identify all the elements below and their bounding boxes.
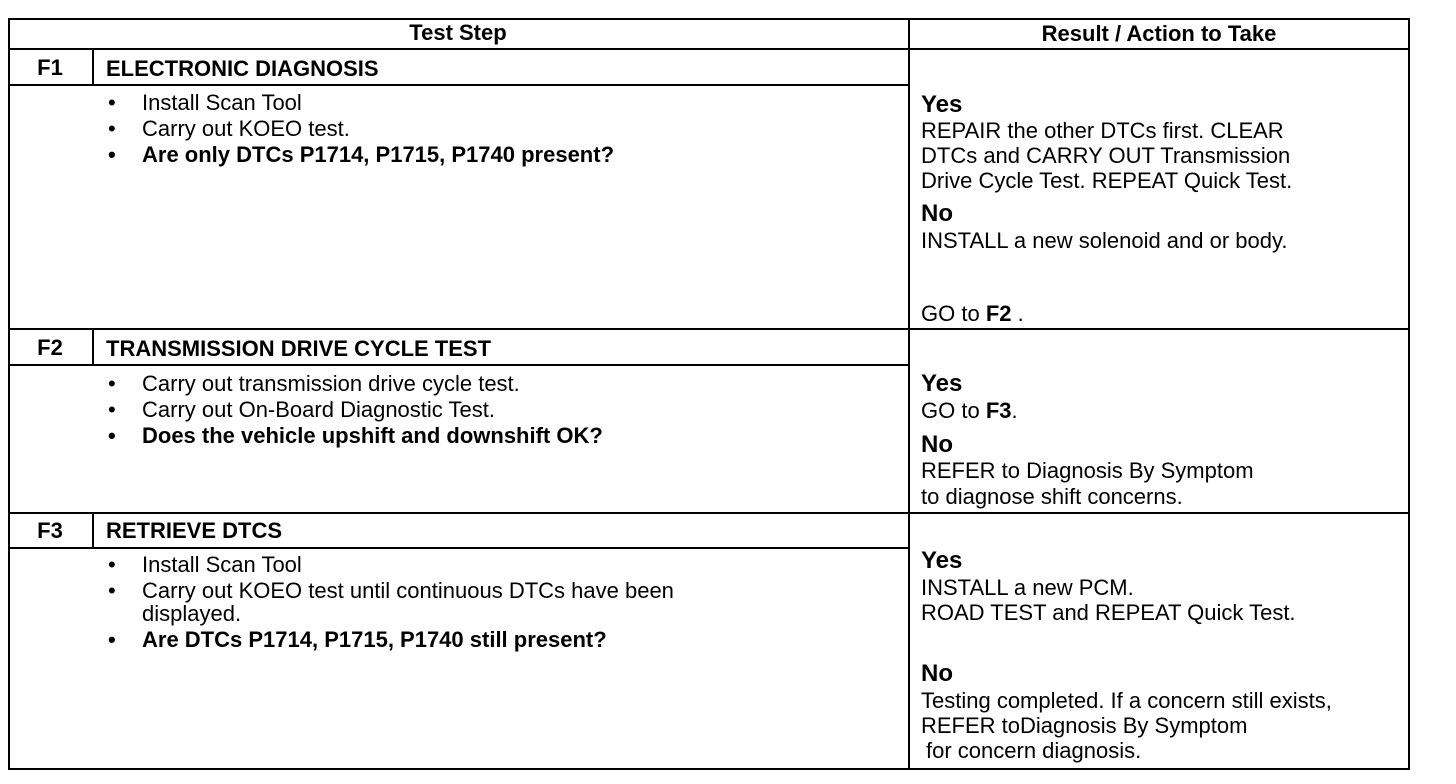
bullet-icon: • — [108, 371, 116, 396]
table-border-right — [1408, 18, 1410, 770]
goto-target: F3 — [985, 398, 1012, 423]
code-divider-f3 — [92, 512, 94, 549]
step-f2-question: Does the vehicle upshift and downshift OK? — [142, 423, 603, 448]
step-title-f3: RETRIEVE DTCS — [106, 518, 283, 543]
bullet-icon: • — [108, 627, 116, 652]
step-f1-item-1: Install Scan Tool — [142, 90, 302, 115]
step-f2-item-1: Carry out transmission drive cycle test. — [142, 371, 520, 396]
code-divider-f1 — [92, 48, 94, 86]
header-divider — [8, 48, 1410, 50]
step-f1-item-2: Carry out KOEO test. — [142, 116, 350, 141]
result-f3-yes-label: Yes — [921, 547, 963, 574]
result-f3-no-line-2: REFER toDiagnosis By Symptom — [921, 713, 1248, 738]
code-divider-f2 — [92, 328, 94, 366]
table-border-left — [8, 18, 10, 770]
bullet-icon: • — [108, 423, 116, 448]
step-f3-question: Are DTCs P1714, P1715, P1740 still present? — [142, 627, 607, 652]
goto-suffix: . — [1011, 398, 1018, 423]
step-f3-item-2-cont: displayed. — [142, 601, 242, 626]
goto-target: F2 — [985, 301, 1012, 326]
title-underline-f3 — [8, 547, 908, 549]
step-code-f2: F2 — [37, 335, 63, 360]
result-f1-no-label: No — [921, 200, 953, 227]
step-f1-question: Are only DTCs P1714, P1715, P1740 present? — [142, 142, 615, 167]
row-divider-f1-f2 — [8, 328, 1410, 330]
step-f3-item-2: Carry out KOEO test until continuous DTCs have been — [142, 578, 674, 603]
result-f2-yes-goto — [921, 398, 1018, 424]
result-f1-yes-line-3: Drive Cycle Test. REPEAT Quick Test. — [921, 168, 1293, 193]
bullet-icon: • — [108, 116, 116, 141]
title-underline-f1 — [8, 84, 908, 86]
header-test-step: Test Step — [409, 20, 507, 45]
result-f2-yes-label: Yes — [921, 370, 963, 397]
bullet-icon: • — [108, 142, 116, 167]
result-f3-yes-line-2: ROAD TEST and REPEAT Quick Test. — [921, 600, 1296, 625]
result-f1-goto — [921, 301, 1024, 327]
step-title-f1: ELECTRONIC DIAGNOSIS — [106, 56, 379, 81]
step-f2-item-2: Carry out On-Board Diagnostic Test. — [142, 397, 495, 422]
result-f1-yes-line-2: DTCs and CARRY OUT Transmission — [921, 143, 1291, 168]
row-divider-f2-f3 — [8, 512, 1410, 514]
result-f3-yes-line-1: INSTALL a new PCM. — [921, 575, 1134, 600]
step-title-f2: TRANSMISSION DRIVE CYCLE TEST — [106, 336, 492, 361]
goto-prefix: GO to — [921, 398, 980, 423]
goto-prefix: GO to — [921, 301, 980, 326]
result-f3-no-line-3: for concern diagnosis. — [926, 738, 1142, 763]
header-result-action: Result / Action to Take — [1041, 21, 1277, 46]
result-f1-yes-label: Yes — [921, 91, 963, 118]
step-code-f3: F3 — [37, 518, 63, 543]
diagnostic-table — [8, 18, 1410, 770]
column-divider — [908, 18, 910, 770]
table-border-bottom — [8, 768, 1410, 770]
bullet-icon: • — [108, 397, 116, 422]
step-f3-item-1: Install Scan Tool — [142, 552, 302, 577]
result-f2-no-line-1: REFER to Diagnosis By Symptom — [921, 458, 1254, 483]
result-f1-yes-line-1: REPAIR the other DTCs first. CLEAR — [921, 118, 1284, 143]
result-f3-no-label: No — [921, 660, 953, 687]
bullet-icon: • — [108, 552, 116, 577]
bullet-icon: • — [108, 90, 116, 115]
step-code-f1: F1 — [37, 55, 63, 80]
goto-suffix: . — [1017, 301, 1024, 326]
result-f2-no-line-2: to diagnose shift concerns. — [921, 484, 1183, 509]
result-f2-no-label: No — [921, 431, 953, 458]
title-underline-f2 — [8, 364, 908, 366]
bullet-icon: • — [108, 578, 116, 603]
result-f1-no-line-1: INSTALL a new solenoid and or body. — [921, 228, 1288, 253]
result-f3-no-line-1: Testing completed. If a concern still exists, — [921, 688, 1332, 713]
